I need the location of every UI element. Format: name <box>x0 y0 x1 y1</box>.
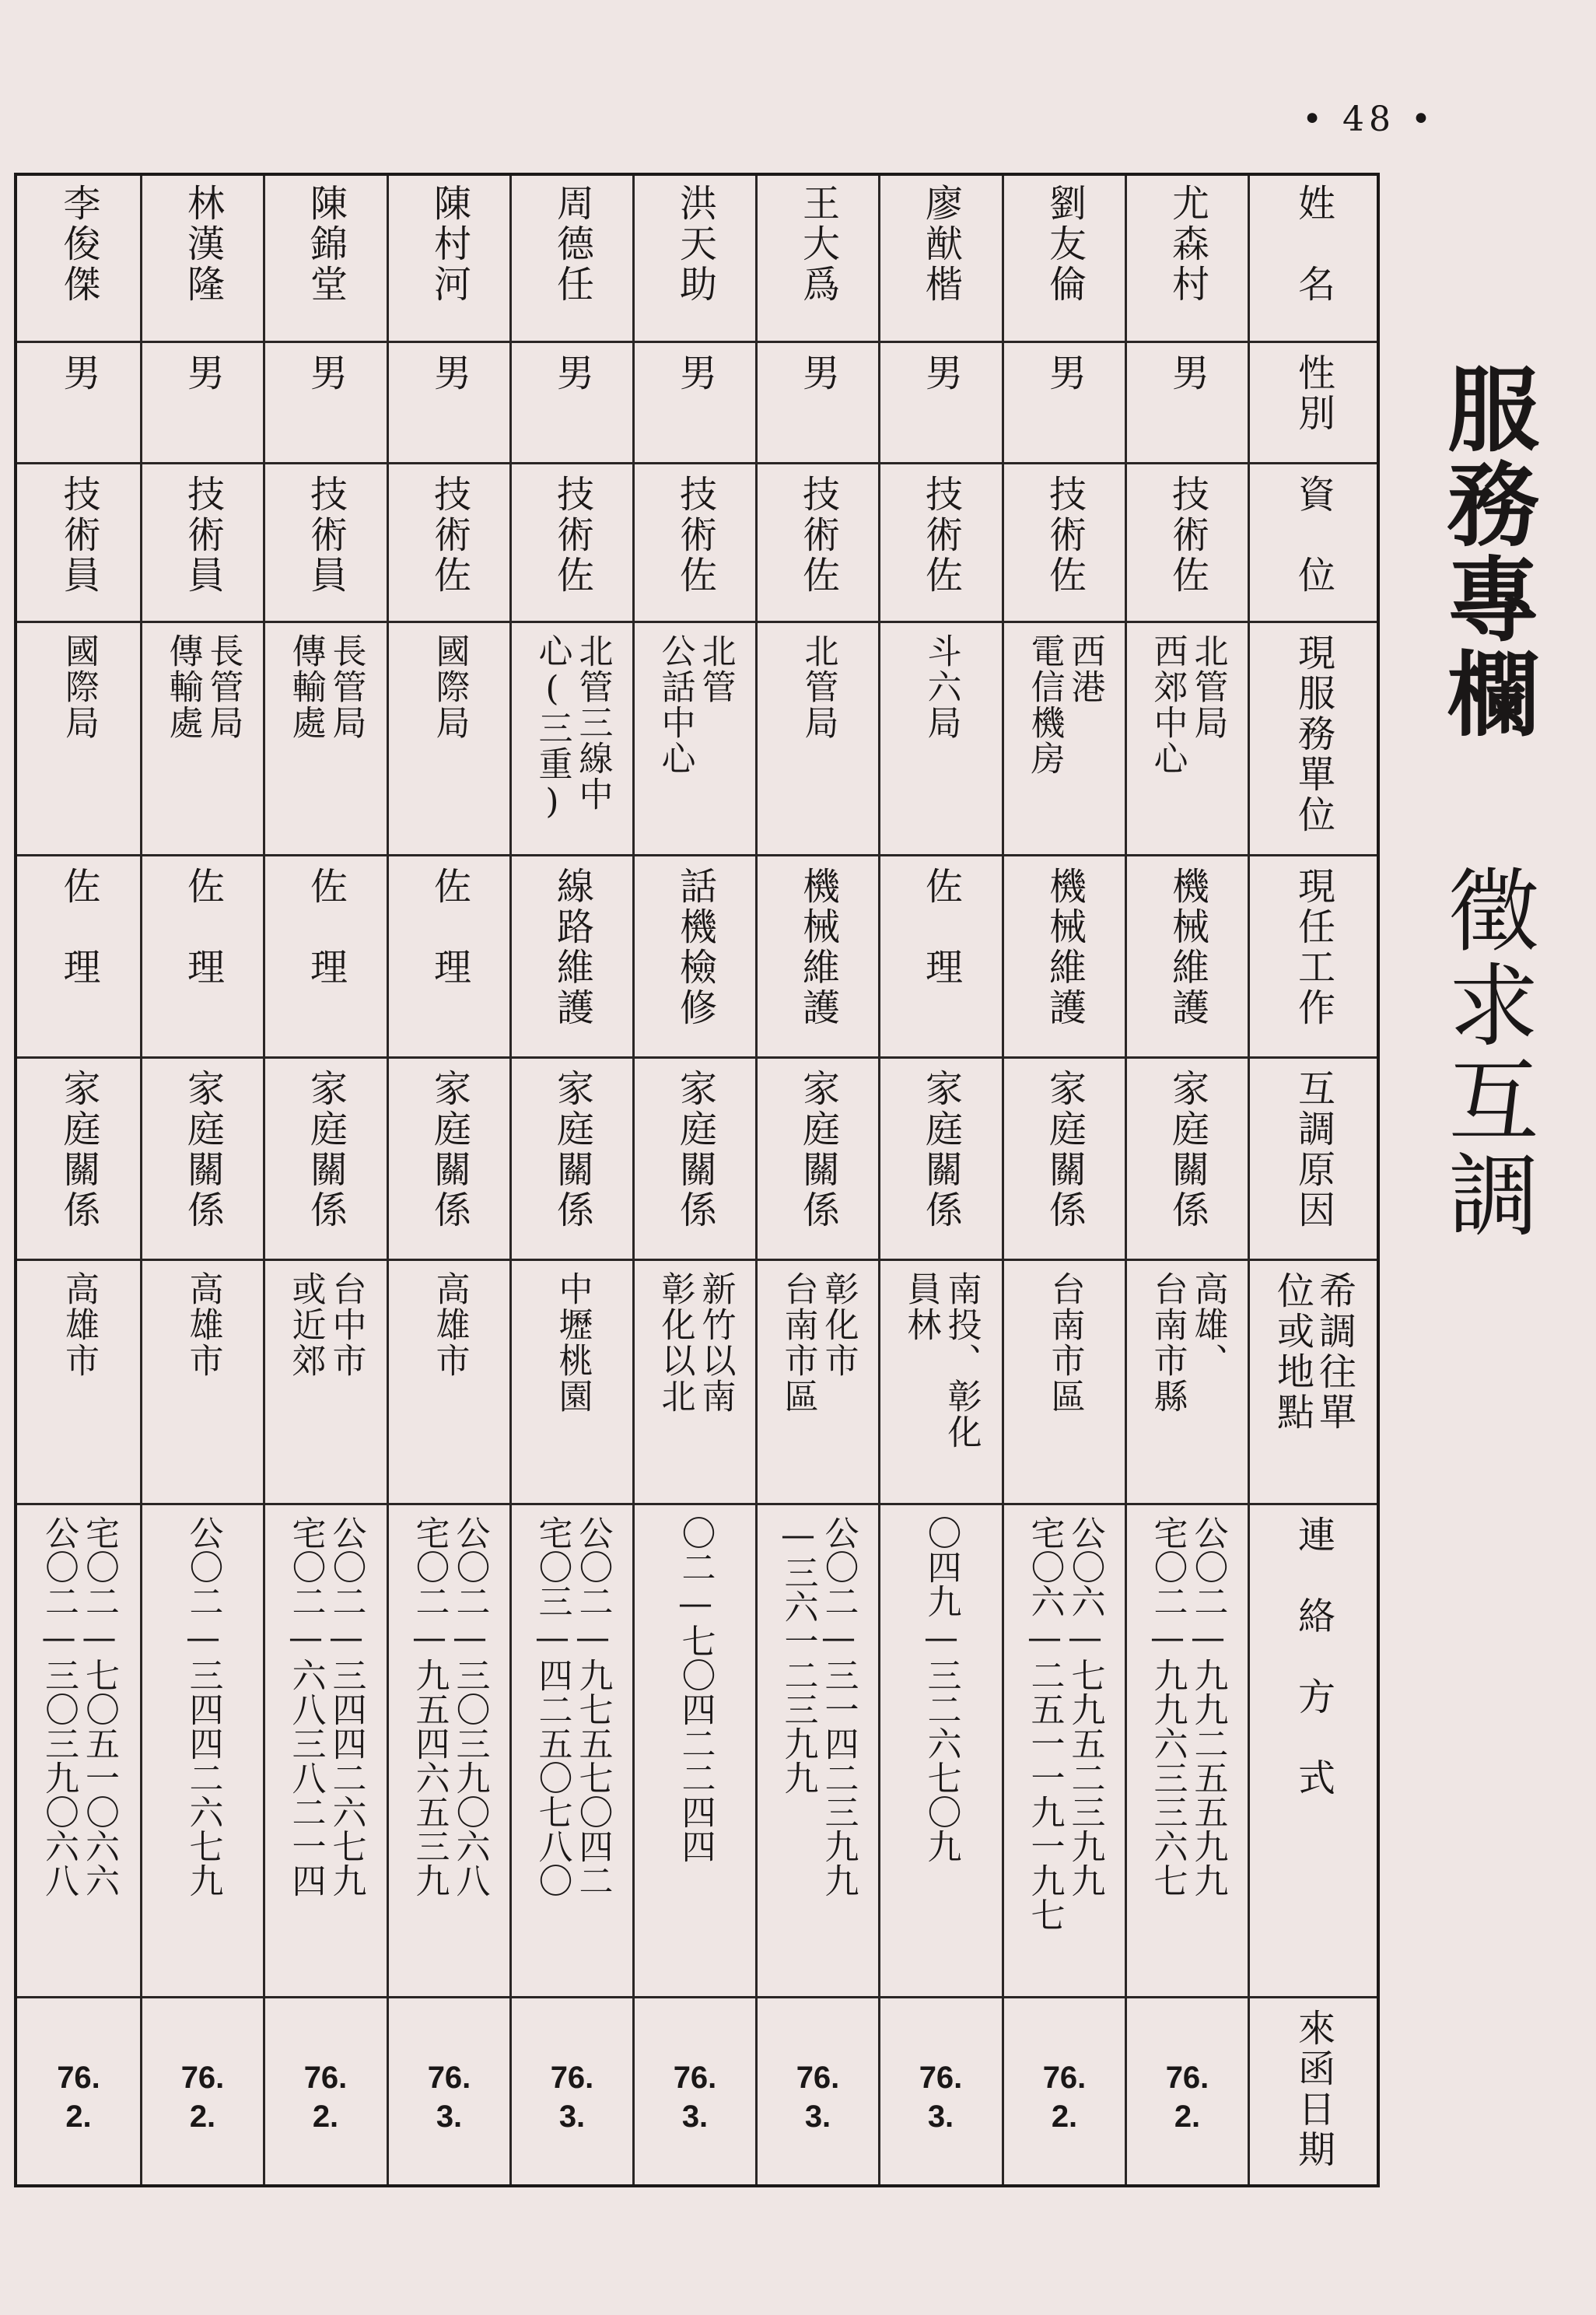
cell-date-text: 76. 3. <box>550 2061 594 2134</box>
table-row <box>755 176 878 2184</box>
cell-wish-text: 彰化市 台南市區 <box>778 1271 859 1414</box>
cell-gender <box>17 353 140 462</box>
cell-name-text: 陳村河 <box>427 184 471 305</box>
cell-gender <box>1127 353 1248 462</box>
cell-rank-text: 技術佐 <box>1042 475 1087 596</box>
cell-rank-text: 技術佐 <box>673 475 717 596</box>
cell-rank-text: 技術佐 <box>1165 475 1209 596</box>
cell-unit <box>142 633 263 854</box>
cell-job-text: 話機檢修 <box>673 867 717 1028</box>
cell-date <box>142 2009 263 2186</box>
cell-date-text: 76. 2. <box>180 2061 225 2134</box>
cell-job <box>1127 867 1248 1056</box>
cell-job-text: 佐 理 <box>303 867 348 988</box>
cell-wish-text: 南投、彰化 員林 <box>901 1271 982 1450</box>
cell-wish <box>17 1271 140 1503</box>
cell-name <box>1127 184 1248 341</box>
cell-wish-text: 高雄市 <box>183 1271 223 1378</box>
exchange-table <box>14 173 1380 2187</box>
table-row <box>878 176 1001 2184</box>
cell-date <box>758 2009 878 2186</box>
header-reason-text: 互調原因 <box>1291 1069 1335 1231</box>
cell-rank-text: 技術佐 <box>796 475 840 596</box>
header-date <box>1250 2009 1377 2186</box>
cell-date-text: 76. 2. <box>57 2061 100 2134</box>
table-row <box>1125 176 1248 2184</box>
cell-date-text: 76. 3. <box>796 2061 840 2134</box>
cell-reason <box>1127 1069 1248 1259</box>
cell-job <box>1004 867 1125 1056</box>
cell-name-text: 李俊傑 <box>57 184 100 305</box>
cell-rank <box>635 475 755 621</box>
cell-gender-text: 男 <box>796 353 840 394</box>
cell-contact <box>389 1515 509 1996</box>
table-row <box>387 176 509 2184</box>
cell-rank <box>1004 475 1125 621</box>
cell-name-text: 陳錦堂 <box>303 184 348 305</box>
cell-contact-text: 宅〇二—七〇五一〇六六 公〇二—三〇三九〇六八 <box>39 1515 119 1897</box>
cell-unit-text: 北管 公話中心 <box>655 633 736 776</box>
header-gender-text: 性別 <box>1291 353 1335 434</box>
cell-name <box>512 184 632 341</box>
cell-reason-text: 家庭關係 <box>180 1069 225 1231</box>
cell-wish-text: 台中市 或近郊 <box>285 1271 366 1378</box>
header-name-text: 姓 名 <box>1291 184 1335 305</box>
cell-gender-text: 男 <box>57 353 100 394</box>
header-column <box>1248 176 1377 2184</box>
cell-gender <box>635 353 755 462</box>
cell-contact <box>1127 1515 1248 1996</box>
cell-date-text: 76. 3. <box>919 2061 963 2134</box>
cell-job-text: 線路維護 <box>550 867 594 1028</box>
cell-gender-text: 男 <box>1165 353 1209 394</box>
cell-wish <box>265 1271 386 1503</box>
header-gender <box>1250 353 1377 462</box>
cell-wish-text: 高雄市 <box>429 1271 470 1378</box>
cell-unit <box>758 633 878 854</box>
cell-contact <box>17 1515 140 1996</box>
cell-contact <box>880 1515 1001 1996</box>
header-job-text: 現任工作 <box>1291 867 1335 1028</box>
cell-unit-text: 北管局 西郊中心 <box>1147 633 1228 776</box>
cell-job <box>880 867 1001 1056</box>
cell-unit-text: 長管局 傳輸處 <box>163 633 243 741</box>
header-name <box>1250 184 1377 341</box>
cell-unit-text: 北管三線中 心(三重) <box>532 633 613 823</box>
cell-reason <box>1004 1069 1125 1259</box>
cell-date-text: 76. 3. <box>673 2061 717 2134</box>
cell-reason-text: 家庭關係 <box>303 1069 348 1231</box>
header-wish <box>1250 1271 1377 1503</box>
cell-unit <box>1004 633 1125 854</box>
table-row <box>17 176 140 2184</box>
cell-date <box>1127 2009 1248 2186</box>
header-unit <box>1250 633 1377 854</box>
cell-contact-text: 公〇二—三〇三九〇六八 宅〇二—九五四六五三九 <box>409 1515 490 1897</box>
header-contact-text: 連 絡 方 式 <box>1291 1515 1335 1798</box>
cell-name-text: 林漢隆 <box>180 184 225 305</box>
cell-reason <box>880 1069 1001 1259</box>
header-job <box>1250 867 1377 1056</box>
cell-name <box>758 184 878 341</box>
cell-gender <box>1004 353 1125 462</box>
cell-unit-text: 國際局 <box>59 633 99 741</box>
header-rank-text: 資 位 <box>1291 475 1335 596</box>
page-title: 服務專欄 <box>1432 362 1540 741</box>
cell-wish <box>1127 1271 1248 1503</box>
cell-reason <box>389 1069 509 1259</box>
cell-name-text: 劉友倫 <box>1042 184 1087 305</box>
table-row <box>509 176 632 2184</box>
table-row <box>263 176 386 2184</box>
cell-wish-text: 中壢桃園 <box>552 1271 593 1414</box>
header-rank <box>1250 475 1377 621</box>
cell-rank <box>512 475 632 621</box>
cell-name-text: 廖猷楷 <box>919 184 963 305</box>
cell-gender-text: 男 <box>919 353 963 394</box>
cell-gender <box>880 353 1001 462</box>
cell-unit <box>389 633 509 854</box>
cell-rank <box>265 475 386 621</box>
cell-unit-text: 長管局 傳輸處 <box>285 633 366 741</box>
cell-job <box>512 867 632 1056</box>
cell-job <box>389 867 509 1056</box>
header-reason <box>1250 1069 1377 1259</box>
cell-unit-text: 北管局 <box>798 633 838 741</box>
cell-job <box>265 867 386 1056</box>
header-unit-text: 現服務單位 <box>1291 633 1335 835</box>
cell-unit-text: 西港 電信機房 <box>1024 633 1105 776</box>
cell-name-text: 尤森村 <box>1165 184 1209 305</box>
cell-reason-text: 家庭關係 <box>1165 1069 1209 1231</box>
cell-contact-text: 公〇二—九九二五五九九 宅〇二—九九六三三六七 <box>1147 1515 1228 1897</box>
cell-unit <box>880 633 1001 854</box>
cell-reason <box>17 1069 140 1259</box>
cell-job <box>17 867 140 1056</box>
cell-gender <box>142 353 263 462</box>
header-contact <box>1250 1515 1377 1996</box>
cell-rank <box>758 475 878 621</box>
cell-contact-text: 公〇二—九七五七〇四二 宅〇三—四二五〇七八〇 <box>532 1515 613 1897</box>
cell-date-text: 76. 2. <box>303 2061 348 2134</box>
page-subtitle: 徵求互調 <box>1433 863 1538 1243</box>
cell-rank <box>880 475 1001 621</box>
cell-rank-text: 技術佐 <box>919 475 963 596</box>
cell-name <box>1004 184 1125 341</box>
cell-gender-text: 男 <box>1042 353 1087 394</box>
cell-rank <box>389 475 509 621</box>
cell-contact-text: 公〇六—七九五二三九九 宅〇六—二五一一九一九七 <box>1024 1515 1105 1932</box>
cell-contact <box>512 1515 632 1996</box>
cell-rank-text: 技術員 <box>57 475 100 596</box>
cell-name <box>265 184 386 341</box>
cell-wish-text: 高雄、 台南市縣 <box>1147 1271 1228 1414</box>
cell-gender-text: 男 <box>180 353 225 394</box>
cell-name <box>17 184 140 341</box>
cell-contact <box>142 1515 263 1996</box>
cell-unit <box>265 633 386 854</box>
cell-job-text: 佐 理 <box>57 867 100 988</box>
cell-gender <box>389 353 509 462</box>
cell-rank <box>142 475 263 621</box>
cell-reason-text: 家庭關係 <box>427 1069 471 1231</box>
cell-wish <box>142 1271 263 1503</box>
cell-contact <box>1004 1515 1125 1996</box>
cell-reason <box>758 1069 878 1259</box>
cell-job-text: 機械維護 <box>1042 867 1087 1028</box>
cell-rank-text: 技術佐 <box>427 475 471 596</box>
cell-job-text: 佐 理 <box>180 867 225 988</box>
cell-date-text: 76. 3. <box>427 2061 471 2134</box>
cell-gender-text: 男 <box>550 353 594 394</box>
cell-job-text: 佐 理 <box>427 867 471 988</box>
cell-contact <box>635 1515 755 1996</box>
cell-contact-text: 公〇二—三四四二六七九 宅〇二—六八三八二一四 <box>285 1515 366 1897</box>
cell-contact-text: 公〇二—三一四二三九九 —三六一二三九九 <box>778 1515 859 1897</box>
cell-wish-text: 新竹以南 彰化以北 <box>655 1271 736 1414</box>
cell-wish <box>1004 1271 1125 1503</box>
page-number: • 48 • <box>1302 100 1436 139</box>
cell-contact <box>265 1515 386 1996</box>
cell-reason <box>265 1069 386 1259</box>
cell-reason-text: 家庭關係 <box>1042 1069 1087 1231</box>
cell-name-text: 洪天助 <box>673 184 717 305</box>
cell-name <box>389 184 509 341</box>
cell-wish <box>635 1271 755 1503</box>
cell-date-text: 76. 2. <box>1165 2061 1209 2134</box>
cell-name <box>142 184 263 341</box>
cell-date <box>635 2009 755 2186</box>
cell-contact-text: 〇四九—三二六七〇九 <box>921 1515 961 1863</box>
cell-wish-text: 台南市區 <box>1045 1271 1085 1414</box>
cell-wish <box>758 1271 878 1503</box>
cell-reason-text: 家庭關係 <box>673 1069 717 1231</box>
table-row <box>140 176 263 2184</box>
cell-contact-text: 公〇二—三四四二六七九 <box>183 1515 223 1897</box>
cell-job <box>635 867 755 1056</box>
table-row <box>632 176 755 2184</box>
cell-gender <box>758 353 878 462</box>
cell-date <box>880 2009 1001 2186</box>
cell-date <box>17 2009 140 2186</box>
cell-job-text: 佐 理 <box>919 867 963 988</box>
cell-rank-text: 技術佐 <box>550 475 594 596</box>
cell-wish <box>512 1271 632 1503</box>
cell-wish-text: 高雄市 <box>59 1271 99 1378</box>
cell-rank <box>1127 475 1248 621</box>
cell-unit-text: 國際局 <box>429 633 470 741</box>
cell-name <box>635 184 755 341</box>
cell-rank-text: 技術員 <box>303 475 348 596</box>
cell-reason-text: 家庭關係 <box>57 1069 100 1231</box>
cell-reason <box>635 1069 755 1259</box>
cell-gender-text: 男 <box>303 353 348 394</box>
cell-job <box>758 867 878 1056</box>
cell-wish <box>389 1271 509 1503</box>
cell-contact-text: 〇二—七〇四二二四四 <box>675 1515 716 1863</box>
cell-reason <box>142 1069 263 1259</box>
table-row <box>1002 176 1125 2184</box>
cell-wish <box>880 1271 1001 1503</box>
cell-rank-text: 技術員 <box>180 475 225 596</box>
cell-date <box>265 2009 386 2186</box>
cell-reason-text: 家庭關係 <box>796 1069 840 1231</box>
cell-reason <box>512 1069 632 1259</box>
cell-date <box>512 2009 632 2186</box>
cell-job-text: 機械維護 <box>796 867 840 1028</box>
cell-contact <box>758 1515 878 1996</box>
cell-unit <box>1127 633 1248 854</box>
header-date-text: 來函日期 <box>1291 2009 1335 2170</box>
cell-unit <box>635 633 755 854</box>
cell-reason-text: 家庭關係 <box>919 1069 963 1231</box>
cell-job <box>142 867 263 1056</box>
header-wish-text: 希調往單 位或地點 <box>1270 1271 1356 1433</box>
cell-gender-text: 男 <box>427 353 471 394</box>
cell-name-text: 王大爲 <box>796 184 840 305</box>
cell-gender-text: 男 <box>673 353 717 394</box>
cell-gender <box>512 353 632 462</box>
cell-name <box>880 184 1001 341</box>
cell-unit-text: 斗六局 <box>921 633 961 741</box>
cell-job-text: 機械維護 <box>1165 867 1209 1028</box>
cell-unit <box>17 633 140 854</box>
cell-unit <box>512 633 632 854</box>
cell-date-text: 76. 2. <box>1042 2061 1087 2134</box>
cell-date <box>389 2009 509 2186</box>
cell-name-text: 周德任 <box>550 184 594 305</box>
cell-rank <box>17 475 140 621</box>
cell-date <box>1004 2009 1125 2186</box>
cell-gender <box>265 353 386 462</box>
cell-reason-text: 家庭關係 <box>550 1069 594 1231</box>
